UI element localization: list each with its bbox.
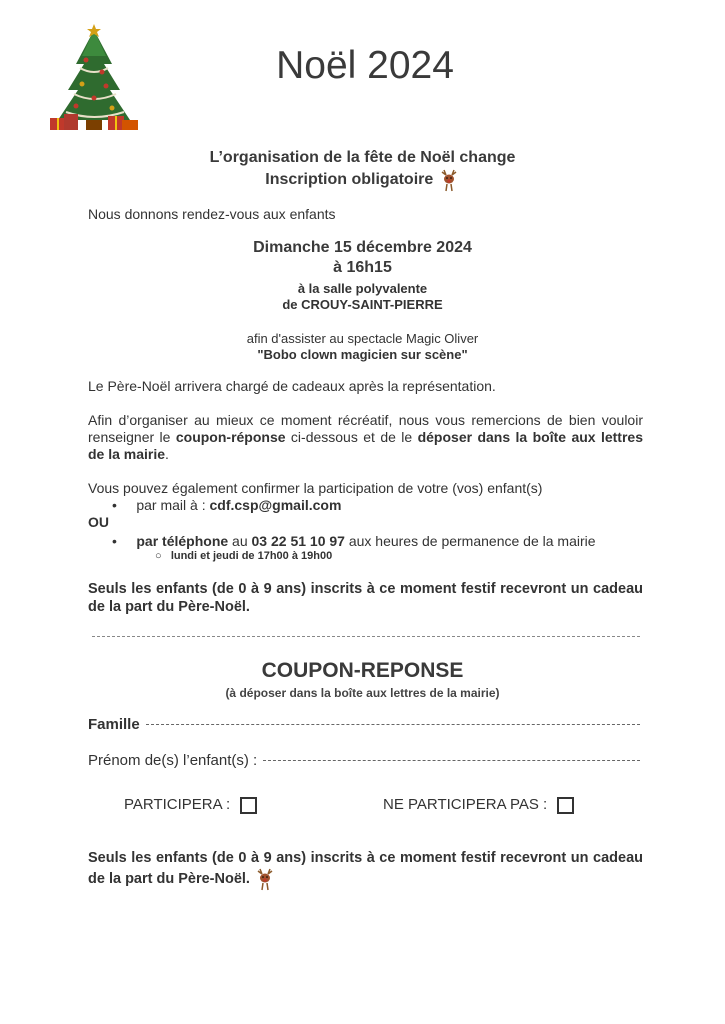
- event-place-2: de CROUY-SAINT-PIERRE: [282, 297, 443, 312]
- notice-2-text: Seuls les enfants (de 0 à 9 ans) inscrits à ce moment festif recevront un cadeau de la part du Père-Noël.: [88, 850, 643, 887]
- participera-checkbox[interactable]: [240, 797, 257, 814]
- mail-value[interactable]: cdf.csp@gmail.com: [209, 497, 342, 513]
- intro-text: Nous donnons rendez-vous aux enfants: [88, 206, 336, 222]
- phone-value[interactable]: 03 22 51 10 97: [251, 533, 345, 549]
- famille-label: Famille: [88, 716, 140, 733]
- page-title: Noël 2024: [276, 44, 454, 87]
- ou-text: OU: [88, 514, 109, 530]
- heading-inscription-text: Inscription obligatoire: [265, 171, 434, 189]
- mail-label: par mail à :: [136, 497, 210, 513]
- event-place-1: à la salle polyvalente: [297, 281, 428, 296]
- notice-2: [88, 849, 643, 891]
- organize-paragraph: [88, 412, 643, 463]
- confirm-text: Vous pouvez également confirmer la participation de votre (vos) enfant(s): [88, 480, 543, 496]
- event-date: Dimanche 15 décembre 2024: [253, 239, 472, 256]
- bullet-dot: •: [112, 497, 137, 513]
- coupon-subtitle: (à déposer dans la boîte aux lettres de la mairie): [225, 686, 500, 700]
- organize-bold-1: coupon-réponse: [175, 429, 286, 445]
- notice-text: Seuls les enfants (de 0 à 9 ans) inscrits à ce moment festif recevront un cadeau de la part du Père-Noël.: [88, 581, 643, 615]
- phone-mid: au: [228, 533, 252, 549]
- ne-participera-checkbox[interactable]: [557, 797, 574, 814]
- phone-rest: aux heures de permanence de la mairie: [344, 533, 596, 549]
- organize-text-2: ci-dessous et de le: [285, 429, 418, 445]
- heading-organisation: L’organisation de la fête de Noël change: [209, 149, 516, 166]
- prenom-field[interactable]: [88, 752, 640, 769]
- reindeer-icon: [438, 168, 460, 192]
- organize-text-1: Afin d’organiser au mieux ce moment récréatif, nous vous remercions de bien vouloir renseigner le: [88, 412, 643, 445]
- phone-item: [112, 533, 596, 550]
- event-time: à 16h15: [333, 259, 392, 276]
- coupon-title: COUPON-REPONSE: [261, 659, 464, 682]
- phone-label: par téléphone: [136, 533, 229, 549]
- reindeer-icon: [254, 867, 276, 891]
- famille-line[interactable]: [146, 724, 640, 725]
- hours-item: [155, 550, 332, 562]
- santa-text: Le Père-Noël arrivera chargé de cadeaux après la représentation.: [88, 378, 496, 394]
- show-line-1: afin d'assister au spectacle Magic Oliver: [246, 331, 479, 346]
- hours-text: lundi et jeudi de 17h00 à 19h00: [170, 550, 333, 562]
- ne-participera-label: NE PARTICIPERA PAS :: [383, 796, 548, 813]
- participera-label: PARTICIPERA :: [124, 796, 231, 813]
- ne-participera-option[interactable]: [383, 796, 574, 814]
- prenom-label: Prénom de(s) l’enfant(s) :: [88, 752, 258, 769]
- organize-bold-2: déposer dans la boîte aux lettres de la mairie: [88, 429, 643, 462]
- heading-inscription: [0, 168, 725, 192]
- organize-text-3: .: [165, 446, 169, 462]
- bullet-dot: •: [112, 533, 137, 549]
- cut-line: [92, 636, 640, 637]
- circle-bullet: ○: [155, 550, 171, 562]
- show-line-2: "Bobo clown magicien sur scène": [257, 347, 468, 362]
- prenom-line[interactable]: [263, 760, 640, 761]
- mail-item: [112, 497, 341, 514]
- famille-field[interactable]: [88, 716, 640, 733]
- participera-option[interactable]: [124, 796, 257, 814]
